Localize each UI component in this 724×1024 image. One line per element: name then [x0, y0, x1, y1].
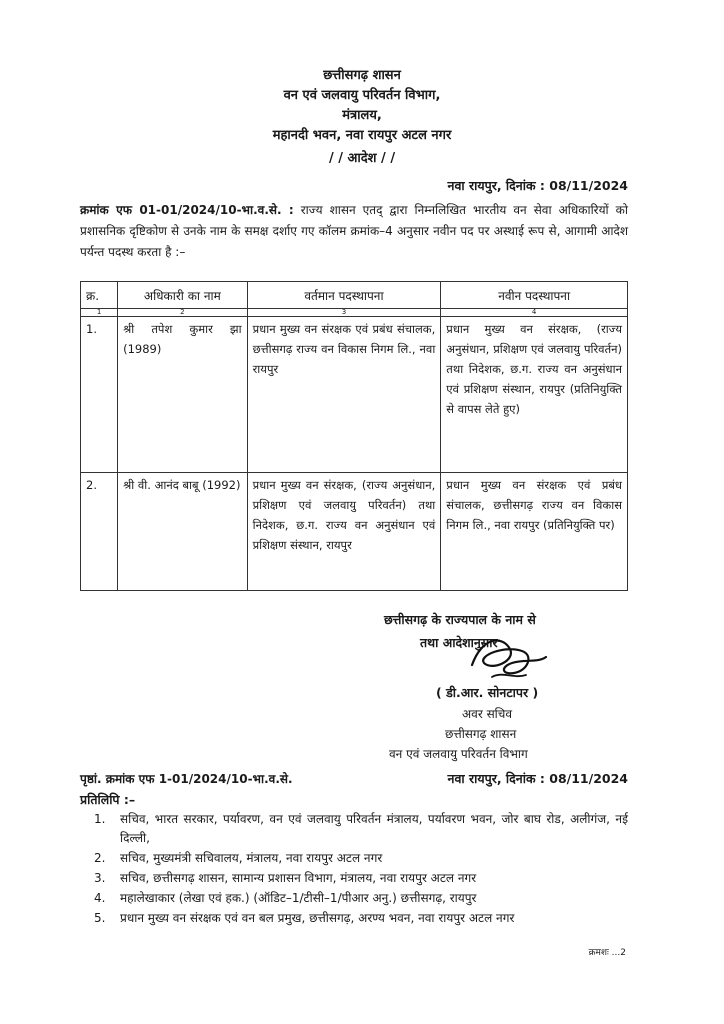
copy-list	[94, 810, 628, 929]
copy-recipient: सचिव, भारत सरकार, पर्यावरण, वन एवं जलवायु परिवर्तन मंत्रालय, पर्यावरण भवन, जोर बाघ रोड, अलीगंज, नई दिल्ली,	[120, 812, 628, 845]
copy-recipient: सचिव, छत्तीसगढ़ शासन, सामान्य प्रशासन विभाग, मंत्रालय, नवा रायपुर अटल नगर	[120, 871, 477, 885]
row-current-posting: प्रधान मुख्य वन संरक्षक, (राज्य अनुसंधान, प्रशिक्षण एवं जलवायु परिवर्तन) तथा निदेशक, छ.ग. राज्य वन अनुसंधान एवं प्रशिक्षण संस्थान, रायपुर	[247, 473, 441, 591]
col-number: 2	[118, 309, 247, 317]
list-item	[94, 810, 628, 848]
row-officer-name: श्री वी. आनंद बाबू (1992)	[118, 473, 247, 591]
table-row	[81, 473, 628, 591]
copy-recipient: प्रधान मुख्य वन संरक्षक एवं वन बल प्रमुख, छत्तीसगढ़, अरण्य भवन, नवा रायपुर अटल नगर	[120, 911, 515, 925]
order-date: नवा रायपुर, दिनांक : 08/11/2024	[447, 178, 628, 193]
signer-name: ( डी.आर. सोनटापर )	[436, 685, 539, 700]
row-sno: 1.	[81, 317, 118, 473]
order-number: क्रमांक एफ 01-01/2024/10-भा.व.से. :	[80, 203, 294, 217]
copy-recipient: सचिव, मुख्यमंत्री सचिवालय, मंत्रालय, नवा रायपुर अटल नगर	[120, 851, 383, 865]
col-header-name: अधिकारी का नाम	[118, 282, 247, 309]
copy-number: 2.	[94, 851, 106, 865]
copy-to-label: प्रतिलिपि :–	[80, 792, 136, 807]
row-sno: 2.	[81, 473, 118, 591]
col-header-current: वर्तमान पदस्थापना	[247, 282, 441, 309]
authority-line: छत्तीसगढ़ के राज्यपाल के नाम से	[384, 612, 536, 627]
order-title: / / आदेश / /	[328, 151, 396, 166]
address-line: महानदी भवन, नवा रायपुर अटल नगर	[272, 128, 452, 143]
order-text: राज्य शासन एतद् द्वारा निम्नलिखित भारतीय वन सेवा अधिकारियों को प्रशासनिक दृष्टिकोण से उनके नाम के समक्ष दर्शाए गए कॉलम क्रमांक–4 अनुसार नवीन पद पर अस्थाई रूप से, आगामी आदेश पर्यन्त पदस्थ करता है :–	[80, 203, 628, 259]
authority-line-2: तथा आदेशानुसार	[420, 635, 498, 650]
letterhead	[0, 66, 724, 169]
list-item	[94, 909, 628, 928]
copy-number: 1.	[94, 812, 106, 826]
row-new-posting: प्रधान मुख्य वन संरक्षक, (राज्य अनुसंधान, प्रशिक्षण एवं जलवायु परिवर्तन) तथा निदेशक, छ.ग. राज्य वन अनुसंधान एवं प्रशिक्षण संस्थान, रायपुर (प्रतिनियुक्ति से वापस लेते हुए)	[441, 317, 628, 473]
col-number: 4	[441, 309, 628, 317]
column-number-row	[81, 309, 628, 317]
table-row	[81, 317, 628, 473]
copy-number: 5.	[94, 911, 106, 925]
govt-name: छत्तीसगढ़ शासन	[323, 68, 401, 83]
col-header-new: नवीन पदस्थापना	[441, 282, 628, 309]
list-item	[94, 889, 628, 908]
row-new-posting: प्रधान मुख्य वन संरक्षक एवं प्रबंध संचालक, छत्तीसगढ़ राज्य वन विकास निगम लि., नवा रायपुर (प्रतिनियुक्ति पर)	[441, 473, 628, 591]
col-number: 3	[247, 309, 441, 317]
col-header-sno: क्र.	[81, 282, 118, 309]
table-header-row	[81, 282, 628, 309]
signer-govt: छत्तीसगढ़ शासन	[445, 727, 517, 741]
row-current-posting: प्रधान मुख्य वन संरक्षक एवं प्रबंध संचालक, छत्तीसगढ़ राज्य वन विकास निगम लि., नवा रायपुर	[247, 317, 441, 473]
copy-number: 3.	[94, 871, 106, 885]
department-name: वन एवं जलवायु परिवर्तन विभाग,	[283, 88, 441, 103]
endorsement-date: नवा रायपुर, दिनांक : 08/11/2024	[447, 771, 628, 786]
order-paragraph	[80, 200, 628, 263]
ministry-name: मंत्रालय,	[342, 108, 382, 123]
copy-number: 4.	[94, 891, 106, 905]
list-item	[94, 869, 628, 888]
row-officer-name: श्री तपेश कुमार झा (1989)	[118, 317, 247, 473]
handwritten-signature	[462, 627, 552, 687]
signer-designation: अवर सचिव	[462, 707, 513, 721]
posting-table	[80, 281, 628, 591]
continued-marker: क्रमशः ...2	[588, 948, 626, 958]
copy-recipient: महालेखाकार (लेखा एवं हक.) (ऑडिट–1/टीसी–1/पीआर अनु.) छत्तीसगढ़, रायपुर	[120, 891, 477, 905]
col-number: 1	[81, 309, 118, 317]
signer-department: वन एवं जलवायु परिवर्तन विभाग	[389, 747, 528, 761]
endorsement-number: पृष्ठां. क्रमांक एफ 1-01/2024/10-भा.व.से.	[80, 772, 293, 786]
list-item	[94, 849, 628, 868]
